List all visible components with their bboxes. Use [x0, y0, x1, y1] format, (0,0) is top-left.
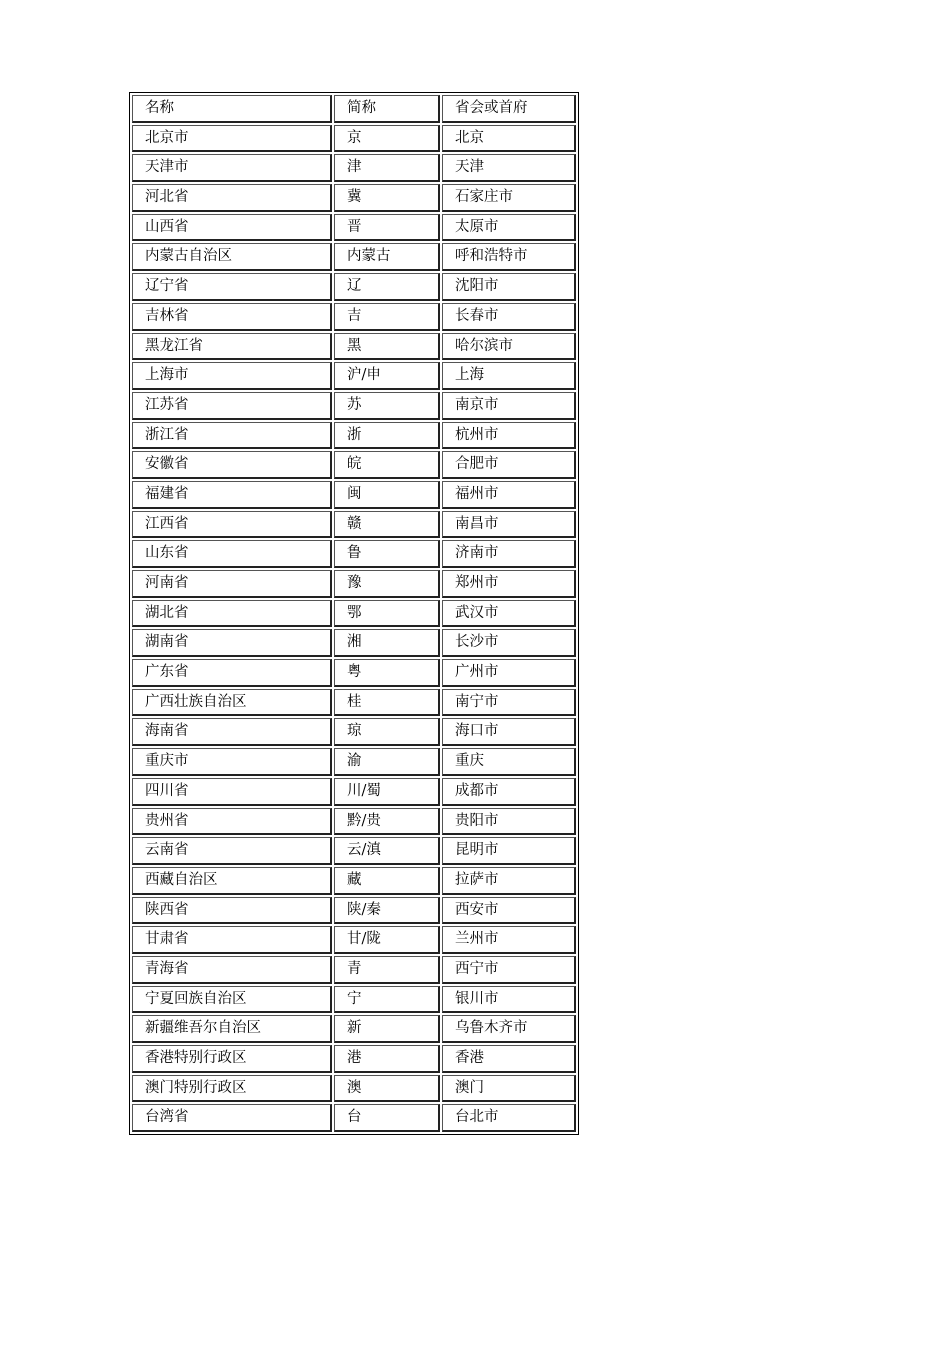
- cell-abbreviation: 渝: [334, 748, 440, 776]
- cell-capital: 沈阳市: [442, 273, 576, 301]
- cell-name: 天津市: [132, 154, 332, 182]
- cell-name: 内蒙古自治区: [132, 243, 332, 271]
- header-name: 名称: [132, 95, 332, 123]
- cell-abbreviation: 甘/陇: [334, 926, 440, 954]
- cell-name: 四川省: [132, 778, 332, 806]
- cell-abbreviation: 冀: [334, 184, 440, 212]
- cell-name: 山东省: [132, 540, 332, 568]
- table-header-row: [132, 95, 576, 123]
- cell-name: 河南省: [132, 570, 332, 598]
- table-row: [132, 1045, 576, 1073]
- table-row: [132, 1104, 576, 1132]
- table-row: [132, 125, 576, 153]
- table-row: [132, 214, 576, 242]
- table-row: [132, 570, 576, 598]
- cell-name: 新疆维吾尔自治区: [132, 1015, 332, 1043]
- table-row: [132, 1015, 576, 1043]
- cell-name: 北京市: [132, 125, 332, 153]
- cell-abbreviation: 湘: [334, 629, 440, 657]
- cell-name: 陕西省: [132, 897, 332, 925]
- table-body: [132, 95, 576, 1132]
- cell-capital: 海口市: [442, 718, 576, 746]
- cell-abbreviation: 晋: [334, 214, 440, 242]
- cell-name: 青海省: [132, 956, 332, 984]
- table-row: [132, 600, 576, 628]
- cell-abbreviation: 鄂: [334, 600, 440, 628]
- cell-abbreviation: 沪/申: [334, 362, 440, 390]
- cell-capital: 兰州市: [442, 926, 576, 954]
- cell-capital: 哈尔滨市: [442, 333, 576, 361]
- table-row: [132, 243, 576, 271]
- cell-abbreviation: 辽: [334, 273, 440, 301]
- cell-capital: 长春市: [442, 303, 576, 331]
- cell-name: 浙江省: [132, 422, 332, 450]
- cell-name: 江西省: [132, 511, 332, 539]
- cell-abbreviation: 桂: [334, 689, 440, 717]
- table-row: [132, 392, 576, 420]
- cell-name: 福建省: [132, 481, 332, 509]
- cell-abbreviation: 豫: [334, 570, 440, 598]
- cell-abbreviation: 云/滇: [334, 837, 440, 865]
- table-row: [132, 303, 576, 331]
- table-row: [132, 778, 576, 806]
- cell-name: 台湾省: [132, 1104, 332, 1132]
- cell-capital: 北京: [442, 125, 576, 153]
- cell-abbreviation: 苏: [334, 392, 440, 420]
- cell-name: 甘肃省: [132, 926, 332, 954]
- cell-abbreviation: 琼: [334, 718, 440, 746]
- cell-capital: 合肥市: [442, 451, 576, 479]
- header-abbreviation: 简称: [334, 95, 440, 123]
- table-row: [132, 897, 576, 925]
- table-row: [132, 629, 576, 657]
- table-row: [132, 333, 576, 361]
- table-row: [132, 1075, 576, 1103]
- table-row: [132, 718, 576, 746]
- cell-abbreviation: 津: [334, 154, 440, 182]
- cell-abbreviation: 新: [334, 1015, 440, 1043]
- table-row: [132, 154, 576, 182]
- table-row: [132, 362, 576, 390]
- cell-abbreviation: 皖: [334, 451, 440, 479]
- table-row: [132, 748, 576, 776]
- cell-capital: 南宁市: [442, 689, 576, 717]
- cell-capital: 济南市: [442, 540, 576, 568]
- cell-abbreviation: 黔/贵: [334, 808, 440, 836]
- table-row: [132, 926, 576, 954]
- cell-capital: 昆明市: [442, 837, 576, 865]
- cell-abbreviation: 宁: [334, 986, 440, 1014]
- cell-abbreviation: 台: [334, 1104, 440, 1132]
- table-row: [132, 837, 576, 865]
- cell-capital: 成都市: [442, 778, 576, 806]
- cell-abbreviation: 赣: [334, 511, 440, 539]
- cell-capital: 天津: [442, 154, 576, 182]
- cell-name: 山西省: [132, 214, 332, 242]
- cell-name: 安徽省: [132, 451, 332, 479]
- cell-capital: 石家庄市: [442, 184, 576, 212]
- cell-capital: 南昌市: [442, 511, 576, 539]
- cell-capital: 西宁市: [442, 956, 576, 984]
- cell-capital: 呼和浩特市: [442, 243, 576, 271]
- table-row: [132, 689, 576, 717]
- cell-name: 澳门特别行政区: [132, 1075, 332, 1103]
- cell-capital: 台北市: [442, 1104, 576, 1132]
- cell-abbreviation: 黑: [334, 333, 440, 361]
- cell-abbreviation: 吉: [334, 303, 440, 331]
- table-row: [132, 451, 576, 479]
- cell-abbreviation: 闽: [334, 481, 440, 509]
- cell-abbreviation: 陕/秦: [334, 897, 440, 925]
- table-row: [132, 956, 576, 984]
- cell-name: 广东省: [132, 659, 332, 687]
- cell-name: 宁夏回族自治区: [132, 986, 332, 1014]
- cell-name: 西藏自治区: [132, 867, 332, 895]
- table-row: [132, 986, 576, 1014]
- cell-abbreviation: 澳: [334, 1075, 440, 1103]
- cell-name: 海南省: [132, 718, 332, 746]
- header-capital: 省会或首府: [442, 95, 576, 123]
- table-row: [132, 422, 576, 450]
- cell-name: 河北省: [132, 184, 332, 212]
- cell-name: 吉林省: [132, 303, 332, 331]
- cell-capital: 重庆: [442, 748, 576, 776]
- cell-capital: 广州市: [442, 659, 576, 687]
- cell-capital: 乌鲁木齐市: [442, 1015, 576, 1043]
- cell-name: 香港特别行政区: [132, 1045, 332, 1073]
- province-table: [129, 92, 579, 1135]
- table-row: [132, 273, 576, 301]
- cell-capital: 太原市: [442, 214, 576, 242]
- table-row: [132, 659, 576, 687]
- cell-abbreviation: 粤: [334, 659, 440, 687]
- cell-capital: 西安市: [442, 897, 576, 925]
- table-row: [132, 808, 576, 836]
- cell-name: 贵州省: [132, 808, 332, 836]
- table-row: [132, 867, 576, 895]
- cell-abbreviation: 港: [334, 1045, 440, 1073]
- cell-capital: 香港: [442, 1045, 576, 1073]
- cell-capital: 拉萨市: [442, 867, 576, 895]
- cell-abbreviation: 藏: [334, 867, 440, 895]
- cell-capital: 贵阳市: [442, 808, 576, 836]
- cell-name: 黑龙江省: [132, 333, 332, 361]
- cell-capital: 澳门: [442, 1075, 576, 1103]
- cell-abbreviation: 鲁: [334, 540, 440, 568]
- cell-abbreviation: 京: [334, 125, 440, 153]
- cell-name: 湖南省: [132, 629, 332, 657]
- cell-name: 湖北省: [132, 600, 332, 628]
- cell-capital: 长沙市: [442, 629, 576, 657]
- cell-name: 重庆市: [132, 748, 332, 776]
- table-row: [132, 511, 576, 539]
- table-row: [132, 481, 576, 509]
- cell-name: 云南省: [132, 837, 332, 865]
- cell-capital: 郑州市: [442, 570, 576, 598]
- cell-abbreviation: 川/蜀: [334, 778, 440, 806]
- cell-capital: 南京市: [442, 392, 576, 420]
- table-row: [132, 540, 576, 568]
- cell-name: 江苏省: [132, 392, 332, 420]
- table-row: [132, 184, 576, 212]
- cell-capital: 福州市: [442, 481, 576, 509]
- cell-capital: 武汉市: [442, 600, 576, 628]
- cell-abbreviation: 浙: [334, 422, 440, 450]
- cell-abbreviation: 内蒙古: [334, 243, 440, 271]
- cell-abbreviation: 青: [334, 956, 440, 984]
- cell-name: 辽宁省: [132, 273, 332, 301]
- cell-name: 广西壮族自治区: [132, 689, 332, 717]
- cell-name: 上海市: [132, 362, 332, 390]
- cell-capital: 上海: [442, 362, 576, 390]
- cell-capital: 银川市: [442, 986, 576, 1014]
- cell-capital: 杭州市: [442, 422, 576, 450]
